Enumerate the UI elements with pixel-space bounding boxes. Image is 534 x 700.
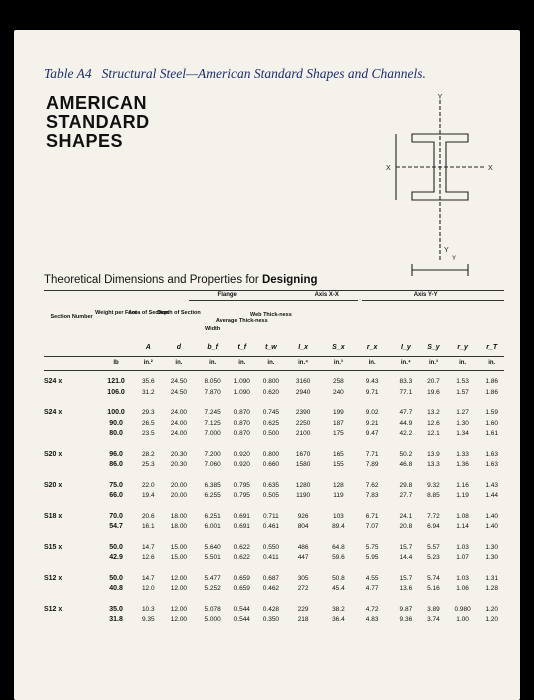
- row-4-col-10: 1.34: [456, 430, 469, 437]
- row-10-col-9: 6.94: [427, 523, 440, 530]
- row-14-col-7: 4.77: [365, 585, 379, 592]
- row-16-col-3: 0.544: [233, 616, 250, 623]
- heading-line-1: AMERICAN: [46, 93, 147, 113]
- row-12-col-5: 447: [297, 554, 309, 561]
- row-1-col-11: 1.86: [485, 388, 499, 396]
- header-symbol-6: S_x: [332, 344, 345, 351]
- row-10-col-3: 0.691: [233, 523, 250, 530]
- row-9-col-2: 6.251: [204, 512, 221, 520]
- row-1-col-6: 240: [332, 388, 344, 396]
- row-12-col-1: 15.00: [170, 554, 188, 561]
- row-9-col-11: 1.40: [485, 512, 499, 520]
- row-11-col-3: 0.622: [233, 543, 250, 551]
- row-2-col-8: 47.7: [399, 409, 413, 416]
- row-6-col-11: 1.63: [485, 461, 499, 468]
- row-14-col-0: 12.0: [141, 585, 155, 592]
- header-symbol-3: t_f: [237, 344, 247, 351]
- row-15-col-7: 4.72: [365, 605, 379, 613]
- row-9-col-0: 20.6: [141, 512, 155, 520]
- row-3-col-8: 44.9: [399, 419, 413, 427]
- row-2-col-1: 24.00: [170, 409, 188, 416]
- header-weight: Weight per Foot: [95, 310, 137, 316]
- row-2-col-7: 9.02: [365, 409, 379, 416]
- row-0-col-11: 1.86: [485, 378, 499, 385]
- row-4-col-3: 0.870: [233, 430, 250, 437]
- row-5-col-1: 20.30: [170, 450, 188, 458]
- row-13-col-3: 0.659: [233, 574, 250, 582]
- row-11-weight: 50.0: [109, 543, 123, 551]
- row-1-col-2: 7.870: [204, 388, 221, 396]
- row-15-weight: 35.0: [109, 605, 123, 613]
- row-7-section: S20 x: [44, 481, 63, 489]
- row-1-col-4: 0.620: [262, 388, 280, 396]
- header-section-number: Section Number: [50, 314, 93, 320]
- row-13-col-11: 1.31: [485, 574, 499, 582]
- row-10-weight: 54.7: [109, 523, 123, 530]
- row-0-col-9: 20.7: [427, 378, 440, 385]
- axis-x-group-rule: [257, 300, 358, 301]
- row-13-col-6: 50.8: [332, 574, 345, 582]
- row-15-col-6: 38.2: [332, 605, 345, 613]
- row-5-col-9: 13.9: [427, 450, 440, 458]
- row-13-weight: 50.0: [109, 574, 123, 582]
- row-3-col-2: 7.125: [204, 419, 221, 427]
- row-9-col-8: 24.1: [399, 512, 413, 520]
- row-8-col-9: 8.85: [427, 492, 440, 499]
- row-12-col-6: 59.6: [332, 554, 345, 561]
- row-8-col-2: 6.255: [204, 492, 221, 499]
- row-3-col-10: 1.30: [456, 419, 469, 427]
- row-10-col-8: 20.8: [399, 523, 413, 530]
- axis-x-right-label: X: [488, 165, 493, 172]
- row-13-col-10: 1.03: [456, 574, 469, 582]
- row-0-col-2: 8.050: [204, 378, 221, 385]
- row-15-col-8: 9.87: [399, 605, 413, 613]
- row-8-col-3: 0.795: [233, 492, 250, 499]
- row-3-col-5: 2250: [295, 419, 311, 427]
- header-unit-5: in.: [267, 360, 275, 366]
- row-7-col-6: 128: [332, 481, 344, 489]
- row-13-col-4: 0.687: [262, 574, 280, 582]
- row-12-col-10: 1.07: [456, 554, 469, 561]
- row-11-col-7: 5.75: [365, 543, 379, 551]
- row-8-col-0: 19.4: [141, 492, 155, 499]
- row-13-col-9: 5.74: [427, 574, 440, 582]
- row-16-col-10: 1.00: [456, 616, 469, 623]
- table-subtitle: [44, 274, 318, 286]
- row-10-col-0: 16.1: [141, 523, 155, 530]
- heading-line-3: SHAPES: [46, 131, 124, 151]
- row-10-col-10: 1.14: [456, 523, 469, 530]
- properties-table: [44, 290, 504, 690]
- row-13-col-5: 305: [297, 574, 309, 582]
- header-unit-7: in.³: [333, 360, 343, 366]
- row-3-col-4: 0.625: [262, 419, 280, 427]
- row-7-col-9: 9.32: [427, 481, 440, 489]
- row-15-col-0: 10.3: [141, 605, 155, 613]
- row-11-col-10: 1.03: [456, 543, 469, 551]
- row-11-col-2: 5.640: [204, 543, 221, 551]
- row-11-col-8: 15.7: [399, 543, 413, 551]
- header-symbol-4: t_w: [265, 344, 277, 351]
- axis-y-group-rule: [362, 300, 504, 301]
- header-symbol-8: I_y: [400, 344, 411, 351]
- row-11-section: S15 x: [44, 543, 63, 551]
- row-5-col-2: 7.200: [204, 450, 221, 458]
- row-7-col-3: 0.795: [233, 481, 250, 489]
- row-2-col-2: 7.245: [204, 409, 221, 416]
- row-14-col-6: 45.4: [332, 585, 345, 592]
- header-unit-3: in.: [209, 360, 217, 366]
- row-16-col-9: 3.74: [427, 616, 440, 623]
- row-16-col-1: 12.00: [170, 616, 188, 623]
- row-6-col-6: 155: [332, 461, 344, 468]
- row-10-col-2: 6.001: [204, 523, 221, 530]
- row-15-col-9: 3.89: [427, 605, 440, 613]
- row-12-col-0: 12.6: [141, 554, 155, 561]
- row-4-col-4: 0.500: [262, 430, 280, 437]
- row-2-col-10: 1.27: [456, 409, 469, 416]
- header-symbol-0: A: [145, 344, 151, 351]
- header-unit-12: in.: [488, 360, 496, 366]
- row-14-col-8: 13.6: [399, 585, 413, 592]
- header-unit-1: in.²: [143, 360, 153, 366]
- row-13-section: S12 x: [44, 574, 63, 582]
- row-9-section: S18 x: [44, 512, 63, 520]
- units-rule: [44, 370, 504, 371]
- row-4-col-11: 1.61: [485, 430, 499, 437]
- row-9-col-5: 926: [297, 512, 309, 520]
- row-3-col-1: 24.00: [170, 419, 188, 427]
- row-6-col-7: 7.89: [365, 461, 379, 468]
- row-2-weight: 100.0: [107, 409, 125, 416]
- row-10-col-7: 7.07: [365, 523, 379, 530]
- row-12-col-9: 5.23: [427, 554, 440, 561]
- row-2-section: S24 x: [44, 409, 63, 416]
- table-top-rule: [44, 290, 504, 291]
- row-10-col-6: 89.4: [332, 523, 345, 530]
- row-5-col-6: 165: [332, 450, 344, 458]
- row-16-col-0: 9.35: [141, 616, 155, 623]
- row-14-col-4: 0.462: [262, 585, 280, 592]
- header-symbol-2: b_f: [207, 344, 218, 351]
- row-6-col-4: 0.660: [262, 461, 280, 468]
- subtitle-prefix: Theoretical Dimensions and Properties for: [44, 274, 262, 286]
- row-9-col-9: 7.72: [427, 512, 440, 520]
- row-6-col-9: 13.3: [427, 461, 440, 468]
- group-axis-x-header: Axis X-X: [314, 292, 339, 298]
- header-unit-8: in.: [368, 360, 376, 366]
- row-7-col-1: 20.00: [170, 481, 188, 489]
- row-14-col-9: 5.16: [427, 585, 440, 592]
- axis-y-bottom-label: Y: [444, 247, 449, 254]
- row-0-col-1: 24.50: [170, 378, 188, 385]
- row-6-weight: 86.0: [109, 461, 123, 468]
- row-15-col-10: 0.980: [454, 605, 471, 613]
- row-12-col-3: 0.622: [233, 554, 250, 561]
- row-2-col-11: 1.59: [485, 409, 499, 416]
- header-unit-9: in.⁴: [400, 360, 411, 366]
- row-16-col-4: 0.350: [262, 616, 280, 623]
- row-11-col-5: 486: [297, 543, 309, 551]
- row-1-col-9: 19.6: [427, 388, 440, 396]
- row-1-col-7: 9.71: [365, 388, 379, 396]
- header-symbol-11: r_T: [486, 344, 498, 351]
- row-11-col-1: 15.00: [170, 543, 188, 551]
- row-12-col-4: 0.411: [263, 554, 279, 561]
- row-0-col-3: 1.090: [233, 378, 250, 385]
- header-flange-thickness: Average Thick-ness: [215, 318, 268, 324]
- header-flange-width: Width: [205, 326, 221, 332]
- row-1-col-1: 24.50: [170, 388, 188, 396]
- row-6-col-3: 0.920: [233, 461, 250, 468]
- table-title: Structural Steel—American Standard Shapes and Channels.: [101, 66, 426, 81]
- row-3-col-9: 12.6: [427, 419, 440, 427]
- row-7-col-4: 0.635: [262, 481, 280, 489]
- row-9-col-3: 0.691: [233, 512, 250, 520]
- row-16-col-5: 218: [297, 616, 309, 623]
- group-axis-y-header: Axis Y-Y: [413, 292, 438, 298]
- row-8-col-7: 7.83: [365, 492, 379, 499]
- row-7-col-7: 7.62: [365, 481, 379, 489]
- row-14-col-1: 12.00: [170, 585, 188, 592]
- row-8-col-1: 20.00: [170, 492, 188, 499]
- header-unit-10: in.³: [428, 360, 438, 366]
- row-8-col-4: 0.505: [262, 492, 280, 499]
- row-14-col-5: 272: [297, 585, 309, 592]
- header-web-thickness: Web Thick-ness: [250, 312, 292, 318]
- axis-y-sub-label: Y: [452, 256, 457, 262]
- table-number: Table A4: [44, 66, 92, 81]
- row-2-col-4: 0.745: [262, 409, 280, 416]
- row-11-col-4: 0.550: [262, 543, 280, 551]
- row-3-col-7: 9.21: [365, 419, 379, 427]
- row-2-col-9: 13.2: [427, 409, 440, 416]
- row-16-col-7: 4.83: [365, 616, 379, 623]
- row-0-col-0: 35.6: [141, 378, 155, 385]
- row-1-col-8: 77.1: [399, 388, 413, 396]
- header-unit-4: in.: [238, 360, 246, 366]
- row-9-col-10: 1.08: [456, 512, 469, 520]
- row-16-col-6: 36.4: [332, 616, 345, 623]
- row-8-col-5: 1190: [296, 492, 311, 499]
- header-symbol-1: d: [176, 344, 182, 351]
- row-9-col-6: 103: [332, 512, 344, 520]
- row-14-col-3: 0.659: [233, 585, 250, 592]
- row-1-weight: 106.0: [107, 388, 125, 396]
- row-2-col-3: 0.870: [233, 409, 250, 416]
- symbol-rule: [44, 356, 504, 357]
- row-5-col-5: 1670: [295, 450, 311, 458]
- row-8-col-11: 1.44: [485, 492, 499, 499]
- row-4-col-6: 175: [332, 430, 344, 437]
- row-15-section: S12 x: [44, 605, 63, 613]
- row-2-col-5: 2390: [295, 409, 311, 416]
- row-0-weight: 121.0: [107, 378, 125, 385]
- row-7-col-11: 1.43: [485, 481, 499, 489]
- row-1-col-5: 2940: [295, 388, 311, 396]
- i-beam-figure: [386, 92, 498, 282]
- row-13-col-1: 12.00: [170, 574, 188, 582]
- row-8-weight: 66.0: [109, 492, 123, 499]
- row-10-col-4: 0.461: [262, 523, 280, 530]
- row-7-weight: 75.0: [109, 481, 123, 489]
- row-1-col-10: 1.57: [456, 388, 469, 396]
- row-16-weight: 31.8: [109, 616, 123, 623]
- subtitle-emph: Designing: [261, 274, 318, 286]
- row-8-col-10: 1.19: [456, 492, 469, 499]
- row-5-col-7: 7.71: [365, 450, 379, 458]
- row-12-col-2: 5.501: [204, 554, 221, 561]
- row-1-col-3: 1.090: [233, 388, 250, 396]
- row-7-col-10: 1.16: [456, 481, 469, 489]
- header-symbol-10: r_y: [457, 344, 468, 351]
- row-4-col-5: 2100: [295, 430, 311, 437]
- row-14-weight: 40.8: [109, 585, 123, 592]
- row-15-col-1: 12.00: [170, 605, 188, 613]
- row-1-col-0: 31.2: [141, 388, 155, 396]
- row-16-col-2: 5.000: [204, 616, 221, 623]
- header-symbol-7: r_x: [366, 344, 378, 351]
- header-unit-0: lb: [113, 360, 119, 366]
- row-6-col-8: 46.8: [399, 461, 413, 468]
- axis-x-left-label: X: [386, 165, 391, 172]
- row-0-col-6: 258: [332, 378, 344, 385]
- row-7-col-8: 29.8: [399, 481, 413, 489]
- axis-y-top-label: Y: [437, 94, 443, 101]
- row-8-col-8: 27.7: [399, 492, 413, 499]
- row-5-col-11: 1.63: [485, 450, 499, 458]
- section-heading: [46, 94, 150, 151]
- row-4-col-8: 42.2: [399, 430, 413, 437]
- row-10-col-11: 1.40: [485, 523, 499, 530]
- row-4-col-9: 12.1: [427, 430, 440, 437]
- row-5-section: S20 x: [44, 450, 63, 458]
- row-14-col-10: 1.06: [456, 585, 469, 592]
- row-6-col-5: 1580: [295, 461, 311, 468]
- row-3-col-6: 187: [332, 419, 344, 427]
- row-12-weight: 42.9: [109, 554, 123, 561]
- row-3-col-3: 0.870: [233, 419, 250, 427]
- row-12-col-7: 5.95: [365, 554, 379, 561]
- row-3-col-0: 26.5: [141, 419, 155, 427]
- header-area: Area of Section: [128, 310, 169, 316]
- row-4-col-7: 9.47: [365, 430, 379, 437]
- row-0-col-4: 0.800: [262, 378, 280, 385]
- row-10-col-5: 804: [297, 523, 309, 530]
- row-13-col-7: 4.55: [365, 574, 379, 582]
- row-5-col-8: 50.2: [399, 450, 413, 458]
- row-9-col-1: 18.00: [170, 512, 188, 520]
- row-0-col-8: 83.3: [399, 378, 413, 385]
- row-7-col-2: 6.385: [204, 481, 221, 489]
- row-6-col-0: 25.3: [141, 461, 155, 468]
- heading-line-2: STANDARD: [46, 112, 150, 132]
- row-0-col-5: 3160: [295, 378, 311, 385]
- row-7-col-0: 22.0: [141, 481, 155, 489]
- row-13-col-8: 15.7: [399, 574, 413, 582]
- row-5-col-3: 0.920: [233, 450, 250, 458]
- row-13-col-0: 14.7: [141, 574, 155, 582]
- row-11-col-0: 14.7: [141, 543, 155, 551]
- row-6-col-1: 20.30: [170, 461, 188, 468]
- row-8-col-6: 119: [333, 492, 344, 499]
- row-4-col-1: 24.00: [170, 430, 188, 437]
- row-10-col-1: 18.00: [170, 523, 188, 530]
- header-unit-2: in.: [175, 360, 183, 366]
- row-6-col-2: 7.060: [204, 461, 221, 468]
- row-0-col-10: 1.53: [456, 378, 469, 385]
- row-9-weight: 70.0: [109, 512, 123, 520]
- row-11-col-9: 5.57: [427, 543, 440, 551]
- header-unit-11: in.: [459, 360, 467, 366]
- row-5-col-4: 0.800: [262, 450, 280, 458]
- row-9-col-7: 6.71: [365, 512, 379, 520]
- row-11-col-6: 64.8: [332, 543, 345, 551]
- row-4-col-2: 7.000: [204, 430, 221, 437]
- row-2-col-0: 29.3: [141, 409, 155, 416]
- header-symbol-9: S_y: [427, 344, 440, 351]
- row-15-col-11: 1.20: [485, 605, 499, 613]
- row-7-col-5: 1280: [295, 481, 311, 489]
- row-3-col-11: 1.60: [485, 419, 499, 427]
- table-caption: [44, 66, 504, 82]
- row-0-section: S24 x: [44, 378, 63, 385]
- row-5-col-10: 1.33: [456, 450, 469, 458]
- row-5-weight: 96.0: [109, 450, 123, 458]
- row-12-col-11: 1.30: [485, 554, 499, 561]
- row-15-col-3: 0.544: [233, 605, 250, 613]
- header-unit-6: in.⁴: [298, 360, 309, 366]
- row-3-weight: 90.0: [109, 419, 123, 427]
- row-9-col-4: 0.711: [263, 512, 279, 520]
- row-16-col-11: 1.20: [485, 616, 499, 623]
- row-13-col-2: 5.477: [204, 574, 221, 582]
- row-12-col-8: 14.4: [399, 554, 413, 561]
- row-11-col-11: 1.30: [485, 543, 499, 551]
- row-14-col-2: 5.252: [204, 585, 221, 592]
- row-15-col-4: 0.428: [262, 605, 280, 613]
- header-depth: Depth of Section: [157, 310, 201, 316]
- row-5-col-0: 28.2: [141, 450, 155, 458]
- row-4-col-0: 23.5: [141, 430, 155, 437]
- row-15-col-5: 229: [297, 605, 309, 613]
- flange-group-rule: [189, 300, 258, 301]
- row-0-col-7: 9.43: [365, 378, 379, 385]
- group-flange-header: Flange: [217, 292, 237, 298]
- row-4-weight: 80.0: [109, 430, 123, 437]
- row-2-col-6: 199: [332, 409, 344, 416]
- row-14-col-11: 1.28: [485, 585, 499, 592]
- row-6-col-10: 1.36: [456, 461, 469, 468]
- row-15-col-2: 5.078: [204, 605, 221, 613]
- header-symbol-5: I_x: [298, 344, 308, 351]
- row-16-col-8: 9.36: [399, 616, 413, 623]
